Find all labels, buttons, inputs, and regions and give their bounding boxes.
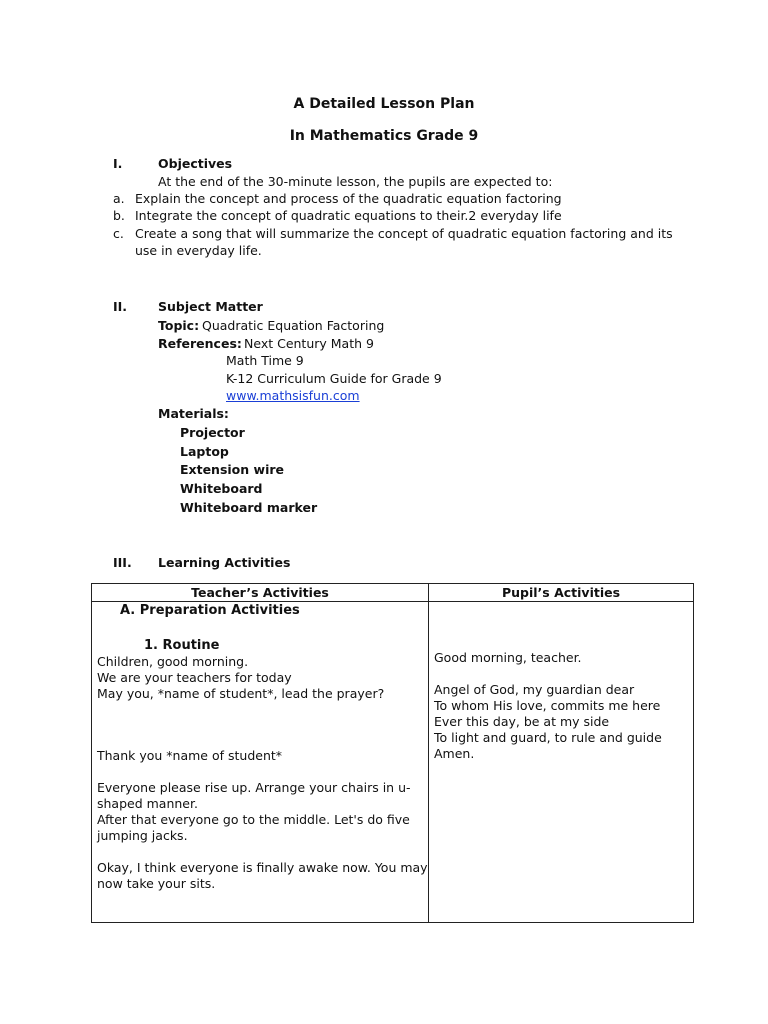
topic-label: Topic: <box>158 318 200 333</box>
material-item: Whiteboard marker <box>180 500 318 515</box>
learning-activities-heading: Learning Activities <box>158 555 291 570</box>
teacher-line: Children, good morning. <box>97 654 249 669</box>
reference-item: Next Century Math 9 <box>244 336 374 351</box>
learning-activities-numeral: III. <box>113 555 132 570</box>
teacher-line: After that everyone go to the middle. Let's do five <box>97 812 410 827</box>
material-item: Projector <box>180 425 245 440</box>
references-label: References: <box>158 336 242 351</box>
objectives-numeral: I. <box>113 156 123 171</box>
objectives-intro: At the end of the 30-minute lesson, the pupils are expected to: <box>158 174 553 189</box>
pupil-line: Amen. <box>434 746 475 761</box>
objective-item-b: Integrate the concept of quadratic equations to their.2 everyday life <box>135 208 562 223</box>
teacher-column-header: Teacher’s Activities <box>191 585 329 600</box>
materials-label: Materials: <box>158 406 229 421</box>
activities-table <box>91 583 694 923</box>
teacher-line: jumping jacks. <box>97 828 188 843</box>
subject-matter-heading: Subject Matter <box>158 299 263 314</box>
material-item: Whiteboard <box>180 481 263 496</box>
document-title: A Detailed Lesson Plan <box>293 96 475 112</box>
section-heading: A. Preparation Activities <box>120 603 300 618</box>
pupil-line: Angel of God, my guardian dear <box>434 682 635 697</box>
reference-item: K-12 Curriculum Guide for Grade 9 <box>226 371 442 386</box>
table-header-divider <box>92 601 693 602</box>
objective-item-c-continued: use in everyday life. <box>135 243 262 258</box>
objective-marker-b: b. <box>113 208 125 223</box>
material-item: Extension wire <box>180 462 284 477</box>
pupil-line: To whom His love, commits me here <box>434 698 661 713</box>
objective-item-a: Explain the concept and process of the quadratic equation factoring <box>135 191 562 206</box>
table-column-divider <box>428 584 429 922</box>
subject-matter-numeral: II. <box>113 299 128 314</box>
pupil-line: To light and guard, to rule and guide <box>434 730 662 745</box>
material-item: Laptop <box>180 444 229 459</box>
pupil-line: Ever this day, be at my side <box>434 714 610 729</box>
reference-item: Math Time 9 <box>226 353 304 368</box>
teacher-line: May you, *name of student*, lead the prayer? <box>97 686 385 701</box>
teacher-line: Thank you *name of student* <box>97 748 283 763</box>
objective-marker-c: c. <box>113 226 124 241</box>
pupil-line: Good morning, teacher. <box>434 650 582 665</box>
objective-item-c: Create a song that will summarize the concept of quadratic equation factoring and its <box>135 226 673 241</box>
teacher-line: Everyone please rise up. Arrange your chairs in u- <box>97 780 411 795</box>
document-subtitle: In Mathematics Grade 9 <box>289 128 479 144</box>
teacher-line: We are your teachers for today <box>97 670 292 685</box>
teacher-line: Okay, I think everyone is finally awake now. You may <box>97 860 428 875</box>
objective-marker-a: a. <box>113 191 125 206</box>
reference-link[interactable]: www.mathsisfun.com <box>226 388 360 403</box>
teacher-line: now take your sits. <box>97 876 216 891</box>
objectives-heading: Objectives <box>158 156 233 171</box>
pupil-column-header: Pupil’s Activities <box>501 585 621 600</box>
subsection-heading: 1. Routine <box>144 638 220 653</box>
topic-value: Quadratic Equation Factoring <box>202 318 385 333</box>
teacher-line: shaped manner. <box>97 796 198 811</box>
